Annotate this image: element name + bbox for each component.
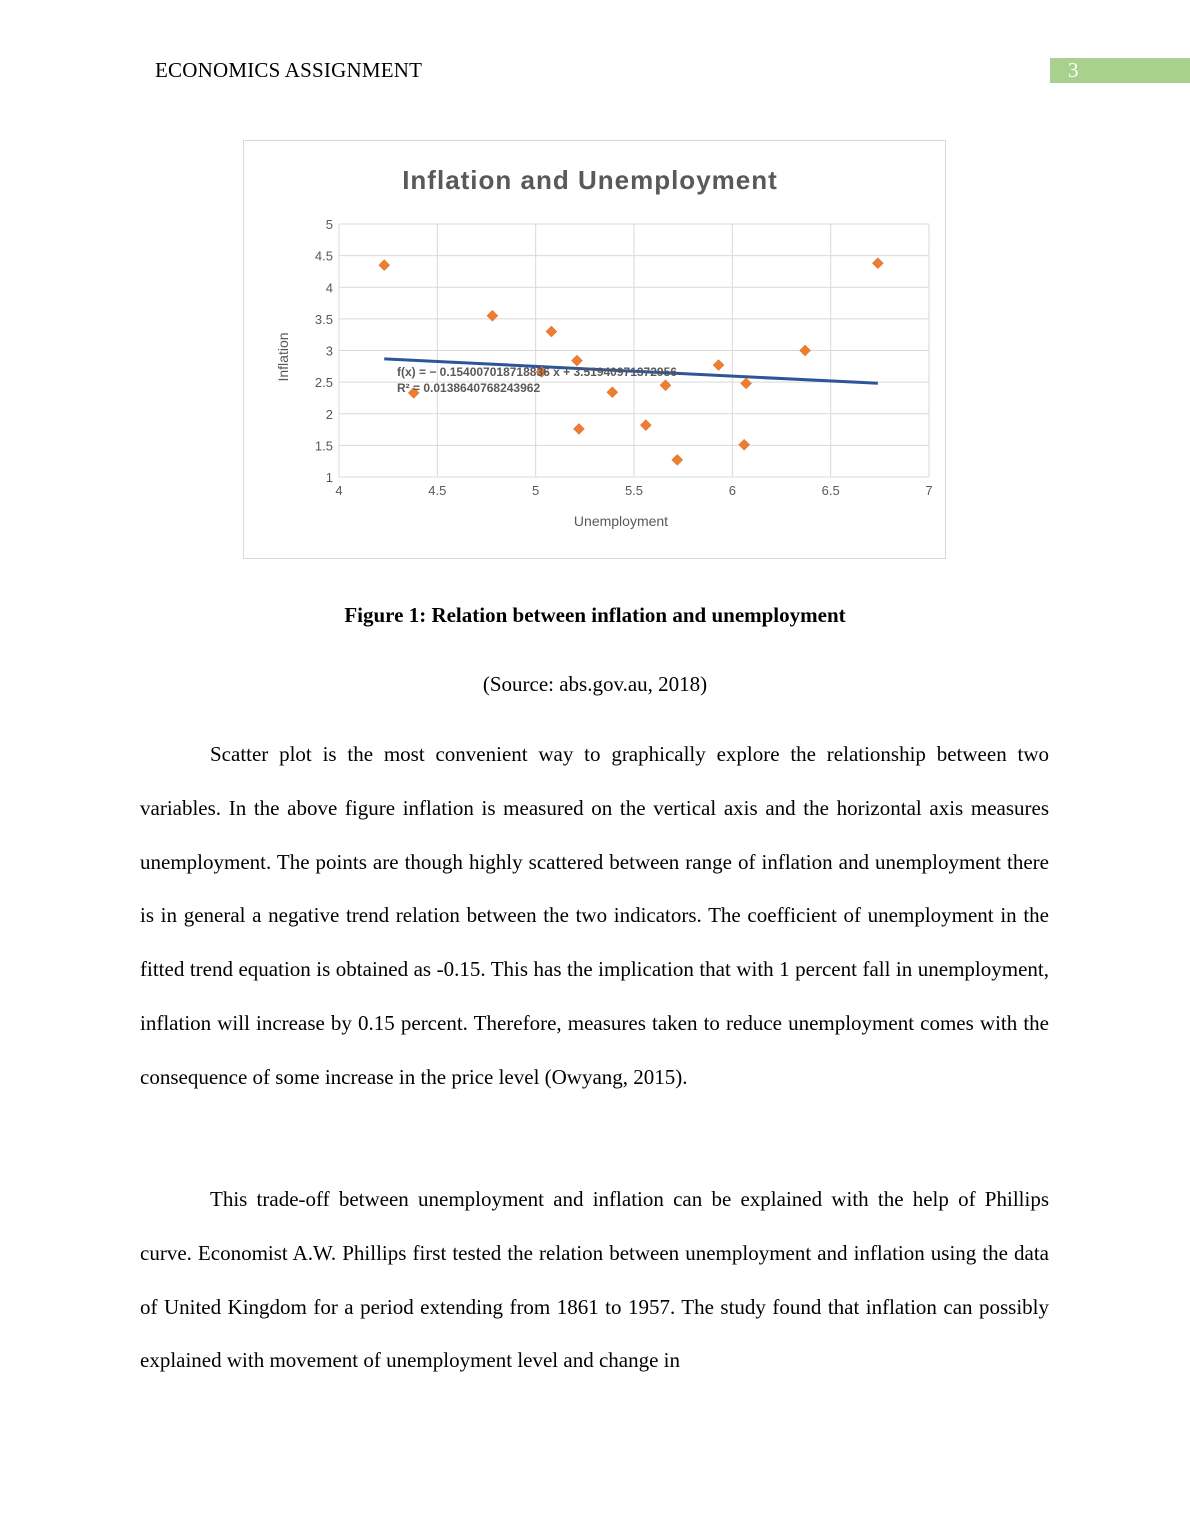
figure-source: (Source: abs.gov.au, 2018) (482, 672, 708, 696)
body-paragraph-1: Scatter plot is the most convenient way to graphically explore the relationship between two variables. In the above figure inflation is measured on the vertical axis and the horizontal axis measures unemployment. The points are though highly scattered between range of inflation and unemployment there is in general a negative trend relation between the two indicators. The coefficient of unemployment in the fitted trend equation is obtained as -0.15. This has the implication that with 1 percent fall in unemployment, inflation will increase by 0.15 percent. Therefore, measures taken to reduce unemployment comes with the consequence of some increase in the price level (Owyang, 2015). (140, 742, 1049, 1089)
scatter-point (640, 420, 651, 431)
y-tick-label: 2 (325, 406, 333, 422)
y-tick-label: 1.5 (314, 438, 333, 454)
y-tick-label: 3.5 (314, 311, 333, 327)
x-axis-title: Unemployment (573, 513, 669, 529)
y-tick-label: 1 (325, 470, 333, 485)
r-squared-label: R² = 0.0138640768243962 (397, 381, 541, 395)
y-tick-label: 3 (325, 343, 333, 359)
scatter-chart (243, 140, 946, 559)
scatter-point (800, 345, 811, 356)
scatter-point (546, 326, 557, 337)
scatter-point (739, 439, 750, 450)
chart-title: Inflation and Unemployment (402, 165, 778, 195)
x-tick-label: 6 (728, 483, 736, 498)
running-header: ECONOMICS ASSIGNMENT (155, 58, 423, 82)
body-paragraph-2: This trade-off between unemployment and inflation can be explained with the help of Phillips curve. Economist A.W. Phillips first tested the relation between unemployment and inflation using the data of United Kingdom for a period extending from 1861 to 1957. The study found that inflation can possibly explained with movement of unemployment level and change in (140, 1187, 1049, 1373)
y-axis-title: Inflation (275, 332, 291, 382)
scatter-point (741, 378, 752, 389)
scatter-point (487, 310, 498, 321)
y-tick-label: 4 (325, 280, 333, 296)
x-tick-label: 5 (532, 483, 540, 498)
scatter-point (713, 360, 724, 371)
page-number: 3 (1050, 58, 1190, 83)
chart-canvas (244, 141, 945, 558)
trend-equation-label: f(x) = − 0.154007018718836 x + 3.51940971372956 (397, 365, 677, 379)
scatter-point (607, 387, 618, 398)
x-tick-label: 5.5 (624, 483, 644, 498)
x-tick-label: 4.5 (428, 483, 447, 498)
y-tick-label: 5 (325, 217, 333, 232)
y-tick-label: 4.5 (314, 248, 333, 264)
scatter-point (872, 258, 883, 269)
scatter-point (379, 260, 390, 271)
scatter-point (660, 380, 671, 391)
x-tick-label: 7 (925, 483, 933, 498)
scatter-point (672, 454, 683, 465)
y-tick-label: 2.5 (314, 375, 333, 391)
x-tick-label: 6.5 (821, 483, 840, 498)
figure-caption: Figure 1: Relation between inflation and unemployment (344, 603, 846, 627)
x-tick-label: 4 (335, 483, 343, 498)
scatter-point (573, 423, 584, 434)
